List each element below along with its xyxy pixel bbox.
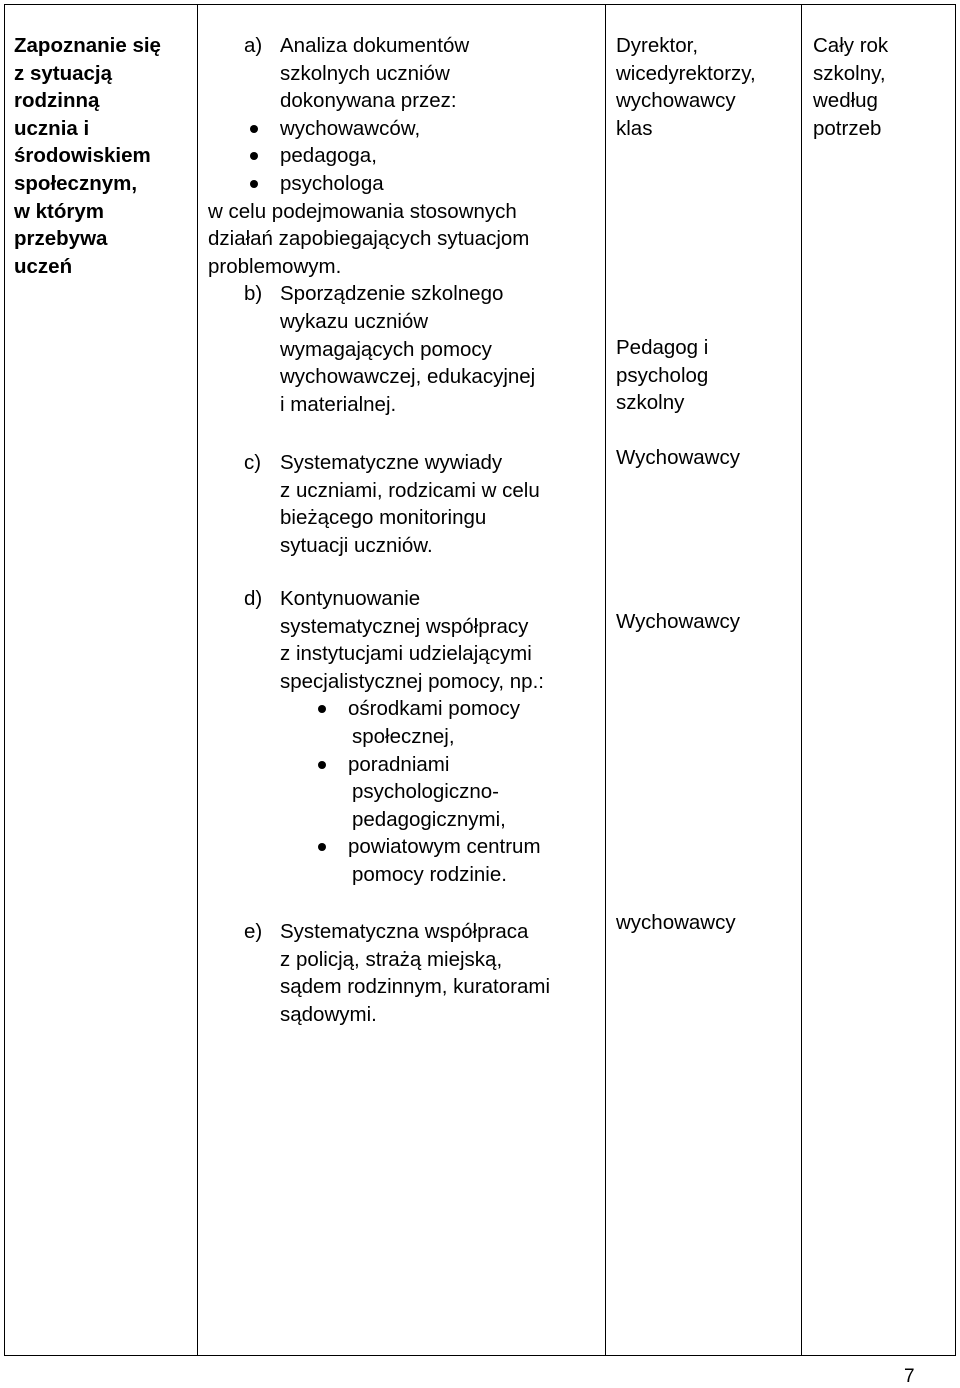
task-line: społecznym, <box>14 171 138 195</box>
column-divider <box>197 4 198 1356</box>
task-line: przebywa <box>14 227 108 251</box>
bullet-icon <box>250 125 258 133</box>
action-c <box>208 449 603 559</box>
task-line: uczeń <box>14 254 73 278</box>
responsible-c: Wychowawcy <box>616 446 740 469</box>
action-d <box>208 585 603 889</box>
item-line: sądowymi. <box>280 1002 377 1026</box>
bullet-item: psychologa <box>208 170 603 198</box>
item-label: e) <box>244 920 263 943</box>
bullet-icon <box>318 843 326 851</box>
item-line: Analiza dokumentów <box>280 34 470 57</box>
item-label: b) <box>244 282 263 306</box>
bullet-continuation: pedagogicznymi, <box>352 807 506 831</box>
item-line: sytuacji uczniów. <box>280 533 433 557</box>
item-label: a) <box>244 34 263 57</box>
task-line: ucznia i <box>14 116 90 140</box>
item-line: z policją, strażą miejską, <box>280 947 503 971</box>
bullet-item: powiatowym centrum <box>208 833 603 861</box>
responsible-e: wychowawcy <box>616 911 736 934</box>
task-line: środowiskiem <box>14 144 151 168</box>
bullet-icon <box>318 705 326 713</box>
bullet-continuation: pomocy rodzinie. <box>352 862 507 886</box>
item-line: w celu podejmowania stosownych <box>208 199 517 223</box>
item-line: problemowym. <box>208 254 342 278</box>
item-line: z uczniami, rodzicami w celu <box>280 478 540 502</box>
action-a <box>208 32 603 418</box>
item-line: systematycznej współpracy <box>280 614 529 638</box>
item-line: wykazu uczniów <box>280 309 429 333</box>
item-line: bieżącego monitoringu <box>280 506 487 530</box>
bullet-continuation: psychologiczno- <box>352 780 499 804</box>
bullet-item: ośrodkami pomocy <box>208 695 603 723</box>
bullet-icon <box>318 761 326 769</box>
item-line: wychowawczej, edukacyjnej <box>280 365 536 389</box>
deadline-column: Cały rok szkolny, według potrzeb <box>813 34 889 140</box>
item-line: Systematyczne wywiady <box>280 451 503 474</box>
responsible-a: Dyrektor, wicedyrektorzy, wychowawcy klas <box>616 34 756 140</box>
bullet-item: poradniami <box>208 751 603 779</box>
item-line: wymagających pomocy <box>280 337 492 361</box>
action-e <box>208 918 603 1028</box>
responsible-b: Pedagog i psycholog szkolny <box>616 336 709 415</box>
item-line: sądem rodzinnym, kuratorami <box>280 975 551 999</box>
item-line: działań zapobiegających sytuacjom <box>208 227 530 251</box>
item-line: szkolnych uczniów <box>280 61 450 85</box>
item-label: c) <box>244 451 262 474</box>
item-label: d) <box>244 587 263 610</box>
item-line: i materialnej. <box>280 392 397 416</box>
bullet-continuation: społecznej, <box>352 724 455 748</box>
item-line: Systematyczna współpraca <box>280 920 529 943</box>
item-line: z instytucjami udzielającymi <box>280 642 532 666</box>
item-line: Kontynuowanie <box>280 587 421 610</box>
bullet-item: wychowawców, <box>208 115 603 143</box>
task-column <box>14 32 194 280</box>
task-line: z sytuacją <box>14 61 112 85</box>
column-divider <box>605 4 606 1356</box>
page-number: 7 <box>904 1366 915 1387</box>
item-line: specjalistycznej pomocy, np.: <box>280 669 544 693</box>
task-line: w którym <box>14 199 104 223</box>
column-divider <box>801 4 802 1356</box>
bullet-icon <box>250 180 258 188</box>
task-line: Zapoznanie się <box>14 34 161 57</box>
bullet-icon <box>250 152 258 160</box>
bullet-item: pedagoga, <box>208 142 603 170</box>
item-line: dokonywana przez: <box>280 89 457 113</box>
responsible-d: Wychowawcy <box>616 610 740 633</box>
item-line: Sporządzenie szkolnego <box>280 282 504 306</box>
task-line: rodzinną <box>14 89 100 113</box>
